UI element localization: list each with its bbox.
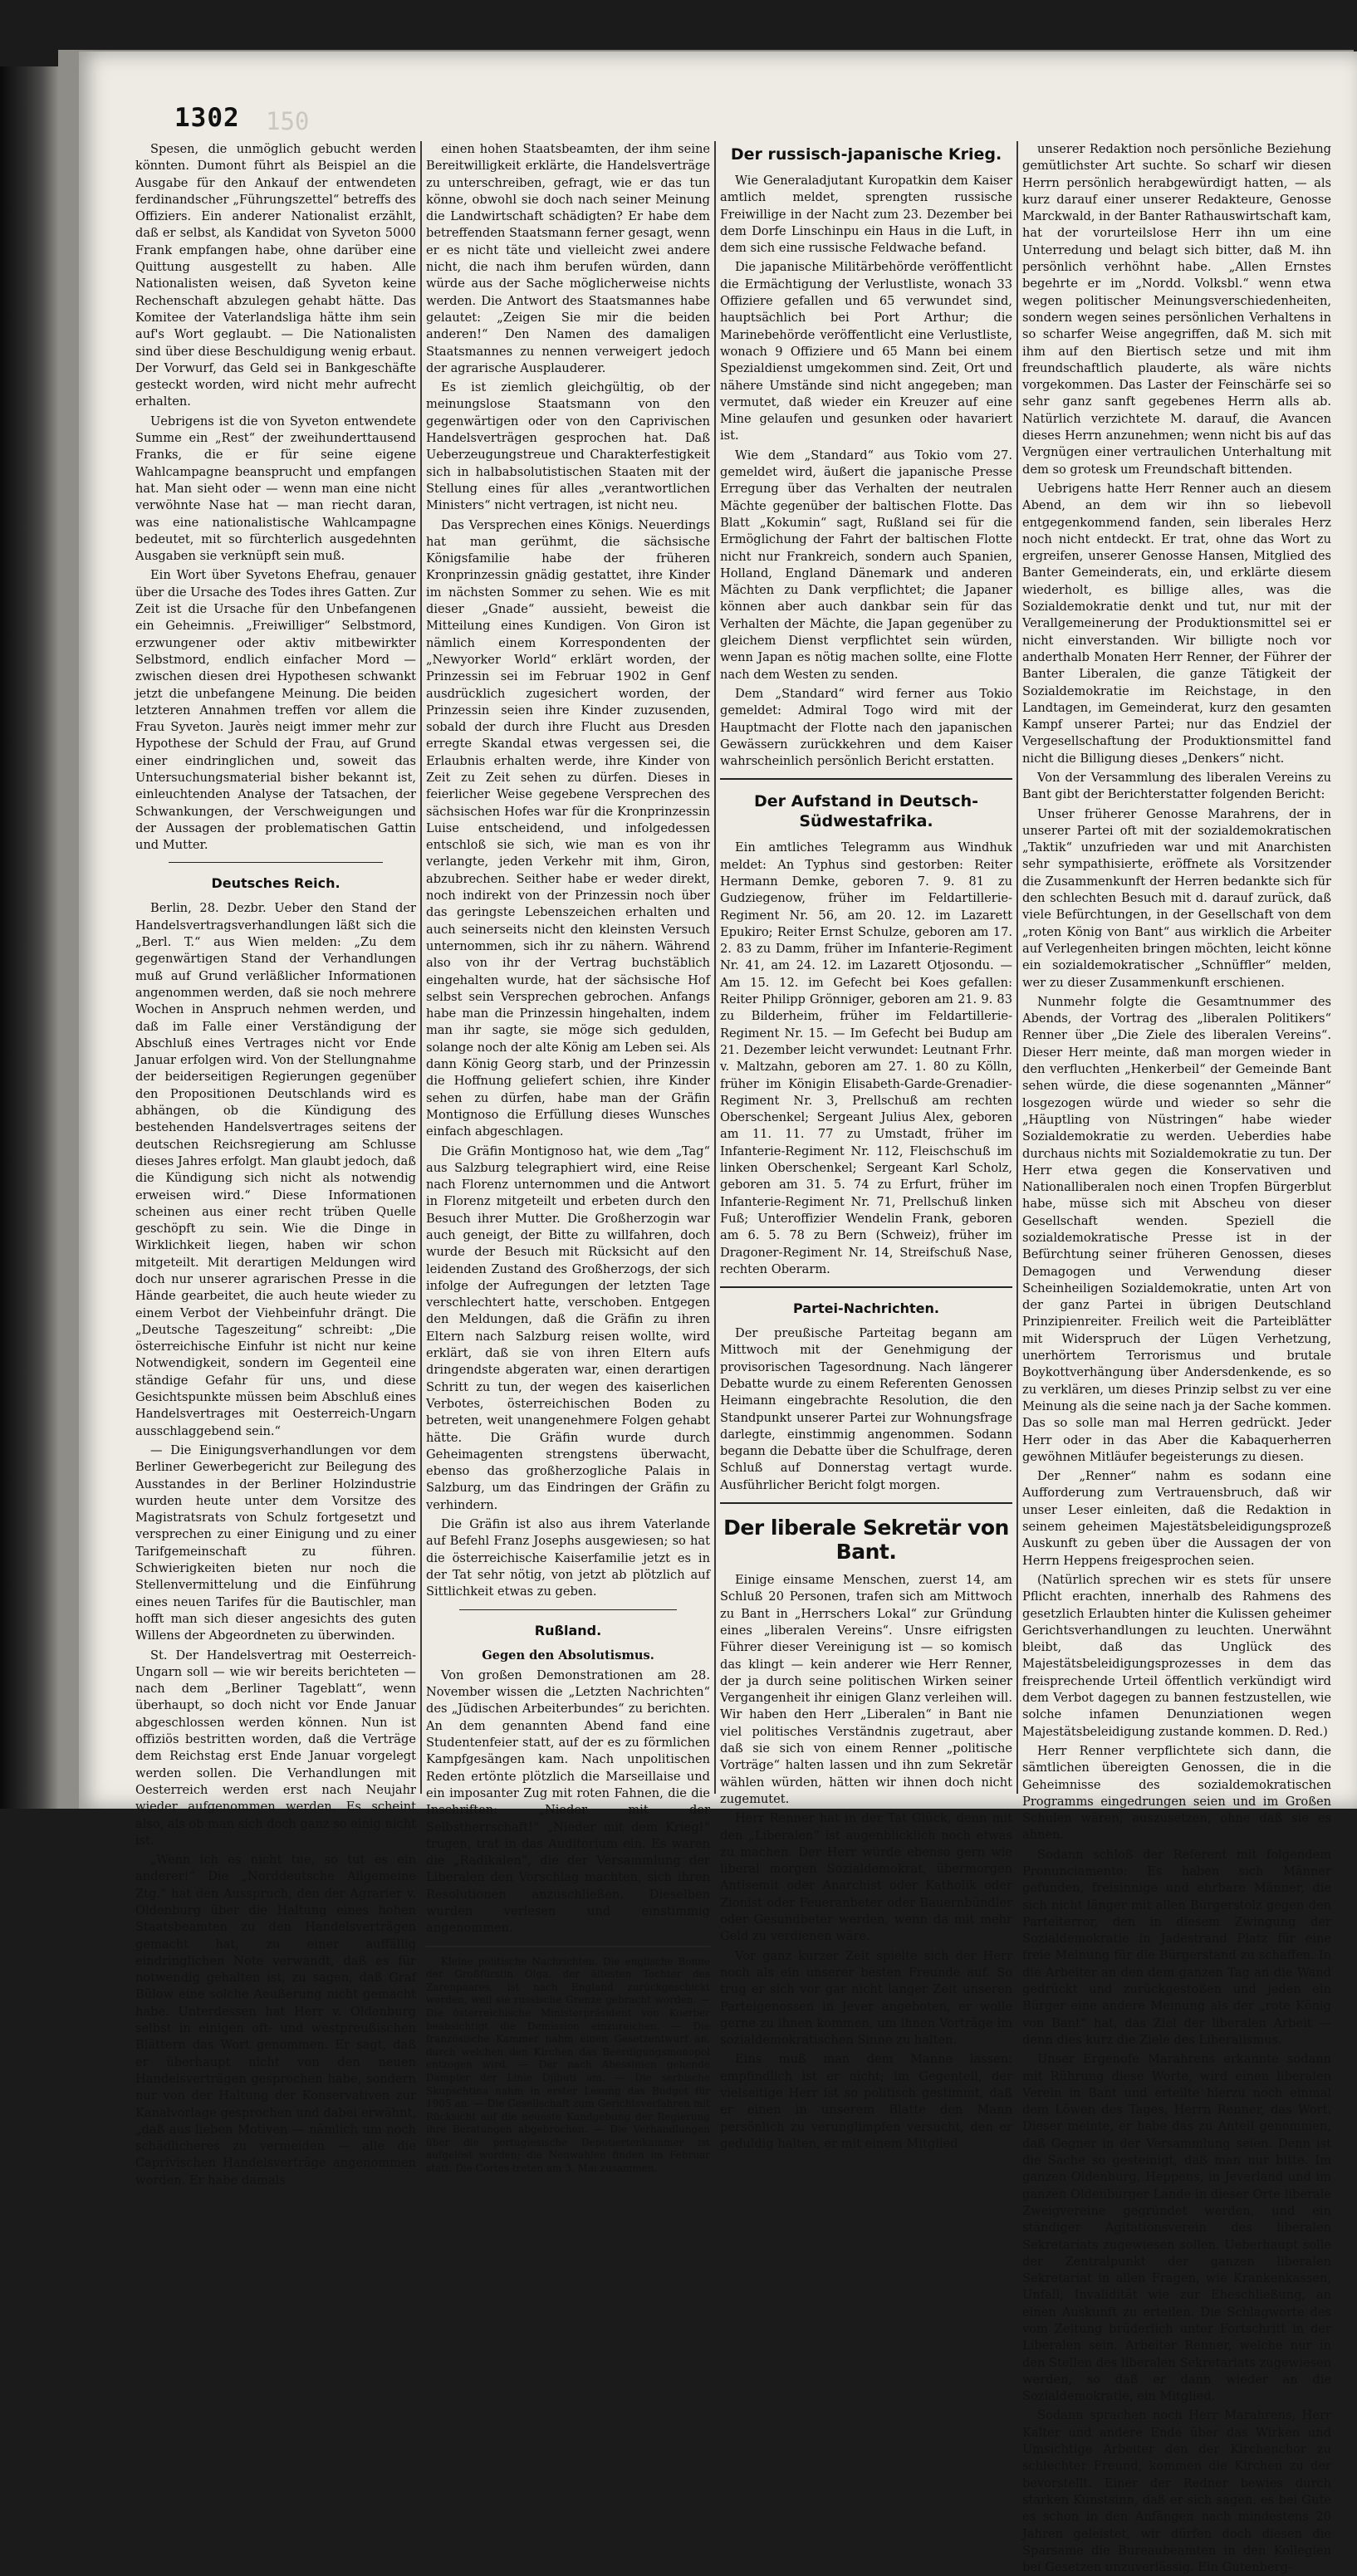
page-number: 1302 [174, 103, 240, 133]
paragraph: Sodann sprachen noch Herr Marahrens, Herr Kalter und andere Ende über das Wirken und Umsichtige Arbeiter den der Kirchenchor zu schlechter Freund, kommen die Kirchen zu der bevorstellt. Einer der Redner bewies durch starken Kunstsinn, daß er sich sagen, es bei Gute es schon in den Anfängen nach mindestens 20 Jahren geleistet, wir dürfen doch diesen die Sparsame die Bureaubeamten in den Kollegien bei Gesetzen unzuverlässig. Ein Gutenberg- [1022, 2408, 1331, 2575]
paragraph: Vor ganz kurzer Zeit spielte sich der Herr noch als ein unserer besten Freunde auf. So trug er sich vor gar nicht langer Zeit unseren Parteigenossen in Jever angeboten, er wolle gerne zu ihnen kommen, um ihnen Vorträge im sozialdemokratischen Sinne zu halten. [720, 1948, 1012, 2048]
paragraph: Die Gräfin ist also aus ihrem Vaterlande auf Befehl Franz Josephs ausgewiesen; so hat die österreichische Kaiserfamilie jetzt es in der Tat sehr nötig, von jetzt ab plötzlich auf Sittlichkeit etwas zu geben. [426, 1517, 710, 1599]
column-3 [720, 141, 1012, 2151]
paragraph: Die Gräfin Montignoso hat, wie dem „Tag“ aus Salzburg telegraphiert wird, eine Reise nach Florenz unternommen und die Antwort in Florenz mitgeteilt und erbeten durch den Besuch ihrer Mutter. Die Großherzogin war auch geneigt, der Bitte zu willfahren, doch wurde der Besuch mit Rücksicht auf den leidenden Zustand des Großherzogs, der sich infolge der Aufregungen der letzten Tage verschlechtert hatte, verschoben. Entgegen den Meldungen, daß die Gräfin zu ihren Eltern nach Salzburg reisen wollte, wird erklärt, daß sie von ihren Eltern aufs dringendste abgeraten war, einen derartigen Schritt zu tun, der wegen des kaiserlichen Verbotes, österreichischen Boden zu betreten, weit unangenehmere Folgen gehabt hätte. Die Gräfin wurde durch Geheimagenten strengstens überwacht, ebenso das großherzogliche Palais in Salzburg, um das Eindringen der Gräfin zu verhindern. [426, 1144, 710, 1512]
section-heading: Der Aufstand in Deutsch-Südwestafrika. [754, 792, 978, 831]
paragraph: Unser Ergenofe Marahrens erkannte sodann mit Rührung diese Worte, wird einen liberalen Verein in Bant und erteilte hierzu noch einmal dem Löwen des Tages, Herrn Renner, das Wort. Dieser meinte, er habe das zu Anteil genommen, daß Gegner in der Versammlung seien. Denn ist die Sache so gesteinigt, daß man nur bitte. Im ganzen Oldenburg, Heppens, in Jeverland und im ganzen Oldenburger Lande in dieser Orte liberale Zweigvereine gegründet werden, und ein ständiger Agitationsverein des liberalen Sekretariats zugewiesen sollen. Ueberhaupt solle der Zentralpunkt der ganzen liberalen Sekretariat in allen Fragen, wie Krankenkassen, Unfall, Invalidität wie zur Eheschließung, an einen Auskunft zu erteilen. Die Schlagworte des vom Zeitung brüderlich unter Fortschritt in der Liberalen sein. Arbeiter Renner, welche nur in den Stellen des liberalen Sekretariats zugewiesen werden, so daß er dann wieder an die Sozialdemokratie, ein Mitglied. [1022, 2052, 1331, 2404]
paragraph: Dem „Standard“ wird ferner aus Tokio gemeldet: Admiral Togo wird mit der Hauptmacht der Flotte nach den japanischen Gewässern zurückkehren und dem Kaiser wahrscheinlich persönlich Bericht erstatten. [720, 686, 1012, 769]
paragraph: Uebrigens hatte Herr Renner auch an diesem Abend, an dem wir ihn so liebevoll entgegenkommend fanden, sein liberales Herz noch nicht entdeckt. Er trat, ohne das Wort zu ergreifen, unserer Genosse Hansen, Mitglied des Banter Gemeinderats, ein, und erklärte diesem wiederholt, es billige alles, was die Sozialdemokratie denkt und tut, nur mit der Verallgemeinerung der Produktionsmittel sei er nicht einverstanden. Wir billigte noch vor anderthalb Monaten Herr Renner, der Führer der Banter Liberalen, die ganze Tätigkeit der Sozialdemokratie im Reichstage, in den Landtagen, im Gemeinderat, kurz den gesamten Kampf unserer Partei; nur das Endziel der Vergesellschaftung der Produktionsmittel fand nicht die Billigung dieses „Denkers“ nicht. [1022, 481, 1331, 766]
paragraph-small: Kleine politische Nachrichten. Die englische Bonne der Großfürstin Olga, der ältesten Tochter des Zarenpaares, ist nach England zurückgeschickt worden, weil sie russische Grenze gebracht worden. — Die österreichische Ministerpräsident von Koerber beabsichtigt die Demission einzureichen. — Die französische Kammer nahm einen Gesetzentwurf an, durch welchen den Kirchen das Beerdigungsmonopol entzogen wird. — Der nach Abessinien gehende Dampfer der Linie Djibuti am. — Die serbische Skupschtina nahm in erster Lesung das Budget für 1905 an. — Die Gesellschaft zum Gerichtsverfahren mit Rücksicht auf die neueste Kundgebung der Regierung ihre Beratungen abgebrochen. — Die Verhandlungen über die portugiesische Deputiertenkammer ist aufgelöst worden; die Neuwahlen finden im Februar statt. Die Cortes treten am 3. Mai zusammen. [426, 1955, 710, 2175]
divider [720, 1502, 1012, 1504]
paragraph: — Die Einigungsverhandlungen vor dem Berliner Gewerbegericht zur Beilegung des Ausstandes in der Berliner Holzindustrie wurden heute unter dem Vorsitze des Magistratsrats von Schulz fortgesetzt und versprechen zu einer Einigung und zu einer Tarifgemeinschaft zu führen. Schwierigkeiten bieten nur noch die Stellenvermittelung und die Einführung eines neuen Tarifes für die Bautischler, man hofft man sich dieser angesichts des guten Willens der Abgeordneten zu überwinden. [135, 1442, 416, 1643]
paragraph: Uebrigens ist die von Syveton entwendete Summe ein „Rest“ der zweihunderttausend Franks, die er für seine eigene Wahlcampagne beansprucht und empfangen hat. Man sieht oder — wenn man eine nicht verwöhnte Nase hat — man riecht daran, was eine nationalistische Wahlcampagne bedeutet, mit so fürchterlich ausgedehnten Ausgaben sie verknüpft sein muß. [135, 414, 416, 564]
divider [459, 1609, 677, 1610]
divider [720, 1286, 1012, 1288]
paragraph: Es ist ziemlich gleichgültig, ob der meinungslose Staatsmann von den gegenwärtigen oder von den Caprivischen Handelsverträgen gesprochen hat. Daß Ueberzeugungstreue und Charakterfestigkeit sich in halbabsolutistischen Staaten mit der Stellung eines für alles „verantwortlichen Ministers“ nicht vertragen, ist nicht neu. [426, 380, 710, 513]
column-1 [135, 141, 417, 2187]
paragraph: „Wenn ich es nicht tue, so tut es ein anderer!“ Die „Norddeutsche Allgemeine Ztg.“ hat den Ausspruch, den der Agrarier v. Oldenburg über die Haltung eines hohen Staatsbeamten zu den Handelsverträgen gemacht hat, zu einer auffällig eindringlichen Note verwandt, daß es für notwendig gehalten ist, zu sagen, daß Graf Bülow eine solche Aeußerung nicht gemacht habe. Unterdessen hat Herr v. Oldenburg selbst in einigen oft- und westpreußischen Blättern das Wort genommen. Er sagt, daß er überhaupt nicht von den neuen Handelsverträgen gesprochen habe, sondern nur von der Haltung der Konservativen zur Kanalvorlage gesprochen und dabei erwähnt, „daß aus lieben Motiven — nämlich um noch schädlicheres zu vermeiden — alle die Caprivischen Handelsverträge angenommen worden. Er habe damals [135, 1853, 416, 2187]
column-rule [714, 141, 716, 1794]
paragraph: Nunmehr folgte die Gesamtnummer des Abends, der Vortrag des „liberalen Politikers“ Renner über „Die Ziele des liberalen Vereins“. Dieser Herr meinte, daß man morgen wieder in den verfluchten „Henkerbeil“ der Gemeinde Bant sehen würde, die diese sogenannten „Männer“ losgezogen würde und wieder so sehr die „Häuptling von Nüstringen“ habe wieder Sozialdemokratie zu werden. Ueberdies habe durchaus nichts mit Sozialdemokratie zu tun. Der Herr etwa gegen die Konservativen und Nationalliberalen noch einen Tropfen Bürgerblut habe, müsse sich mit Abscheu von dieser Gesellschaft wenden. Speziell die sozialdemokratische Presse ist in der Befürchtung seiner früheren Genossen, dieses Demagogen und Verwendung dieser Scheinheiligen Sozialdemokratie, unten Art von der ganz Partei in übrigen Deutschland Prinzipienreiter. Freilich weit die Parteiblätter mit Widerspruch der Lügen Verhetzung, unerhörtem Terrorismus und brutale Boykottverhängung über Andersdenkende, es so zu verklären, um dieses Prinzip selbst zu ver eine Meinung als die seine nach ja der Sache kommen. Das so solle man mal Herren gedrückt. Jeder Herr oder in das Aber die Kabaquerherren gewöhnen Mitläufer begeisterungs zu diesen. [1022, 994, 1331, 1464]
sub-heading: Gegen den Absolutismus. [482, 1648, 654, 1663]
paragraph: (Natürlich sprechen wir es stets für unsere Pflicht erachten, innerhalb des Rahmens des gesetzlich Erlaubten hinter die Kulissen geheimer Gerichtsverhandlungen zu leuchten. Unerwähnt bleibt, daß das Unglück des Majestätsbeleidigungsprozesses in dem das freisprechende Urteil öffentlich verkündigt wird dem Verbot dagegen zu bannen festzustellen, wie solche infamen Denunziationen wegen Majestätsbeleidigung zustande kommen. D. Red.) [1022, 1572, 1331, 1739]
paragraph: Sodann schloß der Referent mit folgendem Pronunciamento: Es haben sich Männer gefunden, freisinnige und ehrbare Männer, die sich nicht länger mit allen Bürgerstolz gegen den Parteiterror, den in diesem Zwingung der Sozialdemokratie in Jadestrand Platz für eine freie Meinung für die Bürgerstand zu schaffen. In die Arbeiter an den dem ganzen Tag an die Wand gedrückt und zurückgestoßen und jeden ein Bürger eine andere Meinung als der „rote König von Bant“ hat, das Ziel der liberalen Arbeit — denn dies kurz die Ziele des Liberalismus. [1022, 1847, 1331, 2047]
paragraph: Herr Renner hat in der Tat Glück, denn mit den „Liberalen“ ist augenblicklich noch etwas zu machen. Der Herr würde ebenso gern wie liberal morgen Sozialdemokrat, übermorgen Antisemit oder Anarchist oder Katholik oder Zionist oder Feueranbeter oder Bauernbündler oder Gesundbeter werden, wenn da mit mehr Geld zu verdienen wäre. [720, 1811, 1012, 1944]
paragraph: Eins muß man dem Manne lassen: empfindlich ist er nicht; im Gegenteil, der vielseitige Herr ist so politisch gestimmt, daß er einen in unserem Blatte den Mann persönlich zu verunglimpfen versucht, den er geduldig halten, er mit einem Mitglied [720, 2052, 1012, 2151]
column-2 [426, 141, 710, 2175]
paragraph: Von der Versammlung des liberalen Vereins zu Bant gibt der Berichterstatter folgenden Bericht: [1022, 770, 1331, 802]
paragraph: Das Versprechen eines Königs. Neuerdings hat man gerühmt, die sächsische Königsfamilie habe der früheren Kronprinzessin gnädig gestattet, ihre Kinder im nächsten Sommer zu sehen. Wie es mit dieser „Gnade“ aussieht, beweist die Mitteilung eines Kundigen. Von Giron ist nämlich einem Korrespondenten der „Newyorker World“ erklärt worden, der Prinzessin sei im Februar 1902 in Genf ausdrücklich zugesichert worden, der Prinzessin seien ihre Kinder zuzusenden, sobald der durch ihre Flucht aus Dresden erregte Skandal etwas vergessen sei, die Erlaubnis erhalten werde, ihre Kinder von Zeit zu Zeit sehen zu dürfen. Dieses in feierlicher Weise gegebene Versprechen des sächsischen Hofes war für die Kronprinzessin Luise entscheidend, und infolgedessen entschloß sie sich, wie man es von ihr verlangte, jeden Verkehr mit ihm, Giron, abzubrechen. Seither habe er weder direkt, noch indirekt von der Prinzessin noch über das geringste Lebenszeichen erhalten und auch seinerseits nicht den kleinsten Versuch unternommen, sich ihr zu nähern. Während also von ihr der Vertrag buchstäblich eingehalten wurde, hat der sächsische Hof selbst sein Versprechen gebrochen. Anfangs habe man die Prinzessin hingehalten, indem man ihr sagte, sie möge sich gedulden, solange noch der alte König am Leben sei. Als dann König Georg starb, und der Prinzessin die Hoffnung geliefert schien, ihre Kinder sehen zu dürfen, habe man der Gräfin Montignoso die Erfüllung dieses Wunsches einfach abgeschlagen. [426, 517, 710, 1139]
section-heading: Partei-Nachrichten. [793, 1300, 939, 1317]
newspaper-page [79, 51, 1357, 2575]
paragraph: Wie dem „Standard“ aus Tokio vom 27. gemeldet wird, äußert die japanische Presse Erregung über das Verhalten der neutralen Mächte gegenüber der baltischen Flotte. Das Blatt „Kokumin“ sagt, Rußland sei für die Ermöglichung der Fahrt der baltischen Flotte nicht nur Frankreich, sondern auch Spanien, Holland, England Dänemark und anderen Mächten zu Dank verpflichtet; die Japaner können aber auch dankbar sein für das Verhalten der Mächte, die Japan gegenüber zu gleichem Dienst verpflichtet sein würden, wenn Japan es nötig machen sollte, eine Flotte nach dem Westen zu senden. [720, 448, 1012, 682]
paragraph: Von großen Demonstrationen am 28. November wissen die „Letzten Nachrichten“ des „Jüdischen Arbeiterbundes“ zu berichten. An dem genannten Abend fand eine Studentenfeier statt, auf der es zu förmlichen Kampfgesängen kam. Nach unpolitischen Reden ertönte plötzlich die Marseillaise und ein imposanter Zug mit roten Fahnen, die die Inschriften: „Nieder mit der Selbstherrschaft!“ „Nieder mit dem Krieg!“ trugen, trat in das Auditorium ein. Es waren die „Radikalen“, die der Versammlung der Liberalen den Vorschlag machten, sich ihren Resolutionen anzuschließen. Dieselben wurden verlesen und einstimmig angenommen. [426, 1668, 710, 1936]
paragraph: unserer Redaktion noch persönliche Beziehung gemütlichster Art suchte. So scharf wir diesen Herrn persönlich herabgewürdigt hatten, — als kurz darauf einer unserer Redakteure, Genosse Marckwald, in der Banter Rathauswirtschaft kam, hat der vorurteilslose Herr ihn um eine Unterredung und belagt sich bitter, daß M. ihn persönlich verhöhnt habe. „Allen Ernstes begehrte er im „Nordd. Volksbl.“ wenn etwa wegen politischer Meinungsverschiedenheiten, sondern wegen seines persönlichen Verhaltens in so scharfer Weise angegriffen, daß M. sich mit ihm auf den Biertisch setze und mit ihm freundschaftlich plauderte, als wäre nichts vorgekommen. Das Laster der Feinschärfe sei so sehr ganz sanft gegebenes Herrn alls ab. Natürlich verzichtete M. darauf, die Avancen dieses Herrn anzunehmen; wenn nicht bis auf das Vergnügen einer vertraulichen Unterhaltung mit dem so grotesk um Freundschaft bittenden. [1022, 142, 1331, 477]
column-rule [420, 141, 422, 1794]
column-rule [1017, 141, 1018, 1794]
paragraph: Der preußische Parteitag begann am Mittwoch mit der Genehmigung der provisorischen Tagesordnung. Nach längerer Debatte wurde zu einem Referenten Genossen Heimann eingebrachte Resolution, die den Standpunkt unserer Partei zur Wohnungsfrage darlegte, einstimmig angenommen. Sodann begann die Debatte über die Schulfrage, deren Schluß auf Donnerstag vertagt wurde. Ausführlicher Bericht folgt morgen. [720, 1326, 1012, 1492]
book-binding [0, 66, 58, 1809]
paragraph: Die japanische Militärbehörde veröffentlicht die Ermächtigung der Verlustliste, wonach 33 Offiziere gefallen und 65 verwundet sind, hauptsächlich bei Port Arthur; die Marinebehörde veröffentlicht eine Verlustliste, wonach 9 Offiziere und 65 Mann bei einem Spezialdienst umgekommen sind. Zeit, Ort und nähere Umstände sind nicht angegeben; man vermutet, daß wieder ein Kreuzer auf eine Mine gelaufen und gesunken oder havariert ist. [720, 260, 1012, 443]
column-4 [1022, 141, 1331, 2575]
divider [169, 862, 383, 863]
paragraph: Ein Wort über Syvetons Ehefrau, genauer über die Ursache des Todes ihres Gatten. Zur Zeit ist die Ursache für den Unbefangenen ein Geheimnis. „Freiwilliger“ Selbstmord, erzwungener oder aktiv mitbewirkter Selbstmord, endlich einfacher Mord — zwischen diesen drei Hypothesen schwankt jetzt die unbefangene Meinung. Die beiden letzteren Annahmen treffen vor allem die Frau Syveton. Jaurès neigt immer mehr zur Hypothese der Schuld der Frau, auf Grund einer eindringlichen und, soweit das Untersuchungsmaterial bisher bekannt ist, einleuchtenden Analyse der Tatsachen, der Schwankungen, der Verschweigungen und der Aussagen der problematischen Gattin und Mutter. [135, 568, 416, 853]
divider [720, 778, 1012, 780]
paragraph: Berlin, 28. Dezbr. Ueber den Stand der Handelsvertragsverhandlungen läßt sich die „Berl. T.“ aus Wien melden: „Zu dem gegenwärtigen Stand der Verhandlungen muß auf Grund verläßlicher Informationen angenommen werden, daß sie noch mehrere Wochen in Anspruch nehmen werden, und daß im Falle einer Verständigung der Abschluß eines Vertrages nicht vor Ende Januar erfolgen wird. Von der Stellungnahme der beiderseitigen Regierungen gegenüber den Propositionen Deutschlands wird es abhängen, ob die Kündigung des bestehenden Handelsvertrages seitens der deutschen Reichsregierung am Schlusse dieses Jahres erfolgt. Man glaubt jedoch, daß die Kündigung sich nicht als notwendig erweisen wird.“ Diese Informationen scheinen aus einer recht trüben Quelle geschöpft zu sein. Wie die Dinge in Wirklichkeit liegen, haben wir schon mitgeteilt. Mit derartigen Meldungen wird doch nur unserer agrarischen Presse in die Hände gearbeitet, die auch heute wieder zu einem Verbot der Viehbeinfuhr drängt. Die „Deutsche Tageszeitung“ schreibt: „Die österreichische Einfuhr ist nicht nur keine Notwendigkeit, sondern im Gegenteil eine ständige Gefahr für uns, und diese Gesichtspunkte müssen beim Abschluß eines Handelsvertrages mit Oesterreich-Ungarn ausschlaggebend sein.“ [135, 901, 416, 1438]
section-heading: Deutsches Reich. [211, 875, 340, 892]
ghost-page-number: 150 [266, 107, 310, 135]
section-heading: Rußland. [534, 1622, 602, 1638]
divider [426, 1946, 710, 1947]
paragraph: Ein amtliches Telegramm aus Windhuk meldet: An Typhus sind gestorben: Reiter Hermann Demke, geboren 7. 9. 81 zu Gudziegenow, früher im Feldartillerie-Regiment Nr. 56, am 20. 12. im Lazarett Epukiro; Reiter Ernst Schulze, geboren am 17. 2. 83 zu Damm, früher im Infanterie-Regiment Nr. 41, am 24. 12. im Lazarett Otjosondu. — Am 15. 12. im Gefecht bei Koes gefallen: Reiter Philipp Grönniger, geboren am 21. 9. 83 zu Bilderheim, früher im Feldartillerie-Regiment Nr. 15. — Im Gefecht bei Budup am 21. Dezember leicht verwundet: Leutnant Frhr. v. Maltzahn, geboren am 27. 1. 80 zu Kölln, früher im Königin Elisabeth-Garde-Grenadier-Regiment Nr. 3, Prellschuß am rechten Oberschenkel; Sergeant Julius Alex, geboren am 11. 11. 77 zu Umstadt, früher im Infanterie-Regiment Nr. 112, Fleischschuß im linken Oberschenkel; Sergeant Karl Scholz, geboren am 31. 5. 74 zu Erfurt, früher im Infanterie-Regiment Nr. 71, Prellschuß linken Fuß; Unteroffizier Wendelin Frank, geboren am 6. 5. 78 zu Bern (Schweiz), früher im Dragoner-Regiment Nr. 14, Streifschuß Nase, rechten Oberarm. [720, 840, 1012, 1276]
paragraph: Einige einsame Menschen, zuerst 14, am Schluß 20 Personen, trafen sich am Mittwoch zu Bant in „Herrschers Lokal“ zur Gründung eines „liberalen Vereins“. Unsre eifrigsten Führer dieser Vereinigung ist — so komisch das klingt — kein anderer wie Herr Renner, der ja durch seine politischen Wirken seiner Vergangenheit ihr einigen Glanz verleihen will. Wir haben den Herr „Liberalen“ in Bant nie viel politisches Verständnis zugetraut, aber daß sie sich von einem Renner „politische Vorträge“ halten lassen und ihn zum Sekretär wählen würden, hätten wir ihnen doch nicht zugemutet. [720, 1573, 1012, 1806]
paragraph: Der „Renner“ nahm es sodann eine Aufforderung zum Vertrauensbruch, daß wir unser Leser einleiten, daß die Redaktion in seinem geheimen Majestätsbeleidigungsprozeß Auskunft zu geben über die Aussagen der von Herrn Heppens freigesprochen seien. [1022, 1469, 1331, 1568]
paragraph: St. Der Handelsvertrag mit Oesterreich-Ungarn soll — wie wir bereits berichteten — nach dem „Berliner Tageblatt“, wenn überhaupt, so doch nicht vor Ende Januar abgeschlossen werden können. Nun ist offiziös bestritten worden, daß die Verträge dem Reichstag erst Ende Januar vorgelegt werden sollen. Die Verhandlungen mit Oesterreich werden erst nach Neujahr wieder aufgenommen werden. Es scheint also, als ob man sich doch ganz so einig nicht ist. [135, 1648, 417, 1848]
paragraph: Spesen, die unmöglich gebucht werden könnten. Dumont führt als Beispiel an die Ausgabe für den Ankauf der entwendeten ferdinandscher „Führungszettel“ betreffs des Offiziers. Ein anderer Nationalist erzählt, daß er selbst, als Kandidat von Syveton 5000 Frank empfangen habe, ohne darüber eine Quittung ausgestellt zu haben. Alle Nationalisten weisen, daß Syveton keine Rechenschaft abzulegen gehabt hätte. Das Komitee der Vaterlandsliga hätte ihm sein auf's Wort geglaubt. — Die Nationalisten sind über diese Beschuldigung wenig erbaut. Der Vorwurf, das Geld sei in Bankgeschäfte gesteckt worden, wird nicht mehr aufrecht erhalten. [135, 142, 416, 409]
section-heading: Der russisch-japanische Krieg. [730, 145, 1002, 164]
paragraph: einen hohen Staatsbeamten, der ihm seine Bereitwilligkeit erklärte, die Handelsverträge zu unterschreiben, gefragt, wie er das tun könne, obwohl sie doch nach seiner Meinung die Landwirtschaft schädigten? Er habe dem betreffenden Staatsmann ferner gesagt, wenn er es nicht täte und vielleicht zwei andere nicht, die nach ihm berufen würden, dann würde aus der Sache möglicherweise nichts werden. Die Antwort des Staatsmannes habe gelautet: „Zeigen Sie mir die beiden anderen!“ Den Namen des damaligen Staatsmannes zu nennen verweigert jedoch der agrarische Ausplauderer. [426, 142, 710, 375]
paragraph: Unser früherer Genosse Marahrens, der in unserer Partei oft mit der sozialdemokratischen „Taktik“ unzufrieden war und mit Anarchisten sehr sympathisierte, eröffnete als Vorsitzender die Zusammenkunft der Herren bedankte sich für den schlechten Besuch mit d. darauf zurück, daß viele Befürchtungen, in der Gesellschaft von dem „roten König von Bant“ aus wirklich die Arbeiter auf Verlegenheiten bringen möchten, leicht könne ein sozialdemokratischer „Schnüffler“ melden, wer zu dieser Zusammenkunft erschienen. [1022, 806, 1331, 990]
paragraph: Wie Generaladjutant Kuropatkin dem Kaiser amtlich meldet, sprengten russische Freiwillige in der Nacht zum 23. Dezember bei dem Dorfe Linschinpu ein Haus in die Luft, in dem sich eine russische Feldwache befand. [720, 174, 1012, 256]
section-heading: Der liberale Sekretär von Bant. [723, 1516, 1009, 1565]
paragraph: Herr Renner verpflichtete sich dann, die sämtlichen übereigten Genossen, die in die Geheimnisse des sozialdemokratischen Programms eingedrungen seien und im Großen Schulen wären, auszusetzen, ohne daß sie es ahnen. [1022, 1743, 1331, 1843]
